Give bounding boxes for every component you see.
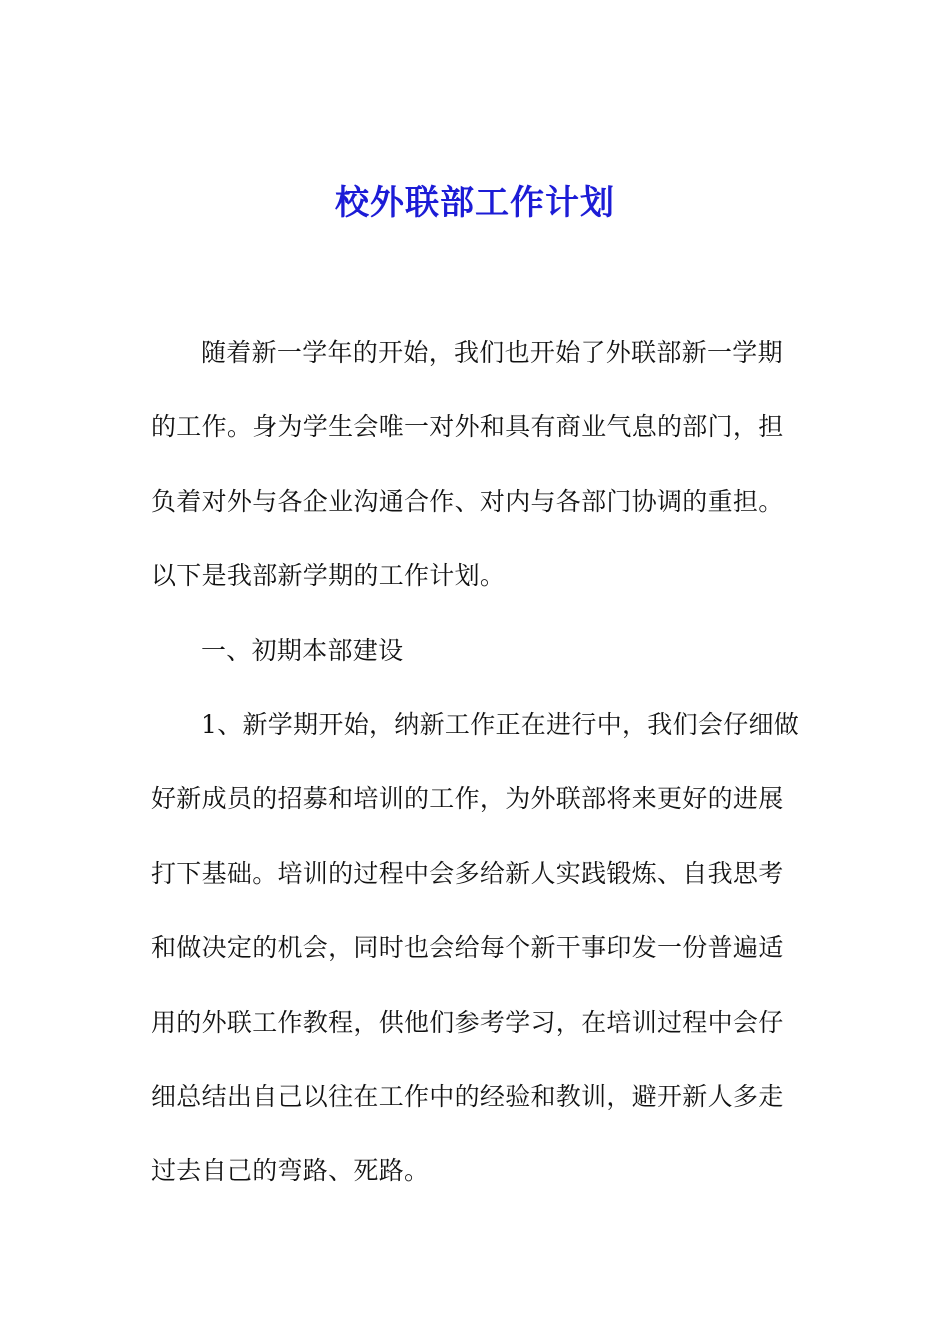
paragraph-line: 好新成员的招募和培训的工作，为外联部将来更好的进展 [151, 784, 784, 814]
paragraph-line: 打下基础。培训的过程中会多给新人实践锻炼、自我思考 [151, 858, 784, 888]
paragraph-line: 负着对外与各企业沟通合作、对内与各部门协调的重担。 [151, 486, 784, 516]
paragraph-line: 随着新一学年的开始，我们也开始了外联部新一学期 [201, 338, 783, 367]
paragraph-line: 用的外联工作教程，供他们参考学习，在培训过程中会仔 [151, 1007, 784, 1037]
document-title: 校外联部工作计划 [335, 183, 615, 223]
section-heading: 一、初期本部建设 [201, 635, 404, 665]
paragraph-line: 和做决定的机会，同时也会给每个新干事印发一份普遍适 [151, 933, 784, 963]
paragraph-line: 过去自己的弯路、死路。 [151, 1156, 430, 1186]
paragraph-line: 细总结出自己以往在工作中的经验和教训，避开新人多走 [151, 1081, 784, 1111]
paragraph-line: 的工作。身为学生会唯一对外和具有商业气息的部门，担 [151, 412, 784, 442]
paragraph-line: 1、新学期开始，纳新工作正在进行中，我们会仔细做 [201, 709, 800, 739]
paragraph-line: 以下是我部新学期的工作计划。 [151, 561, 506, 591]
document-body [151, 330, 806, 1223]
